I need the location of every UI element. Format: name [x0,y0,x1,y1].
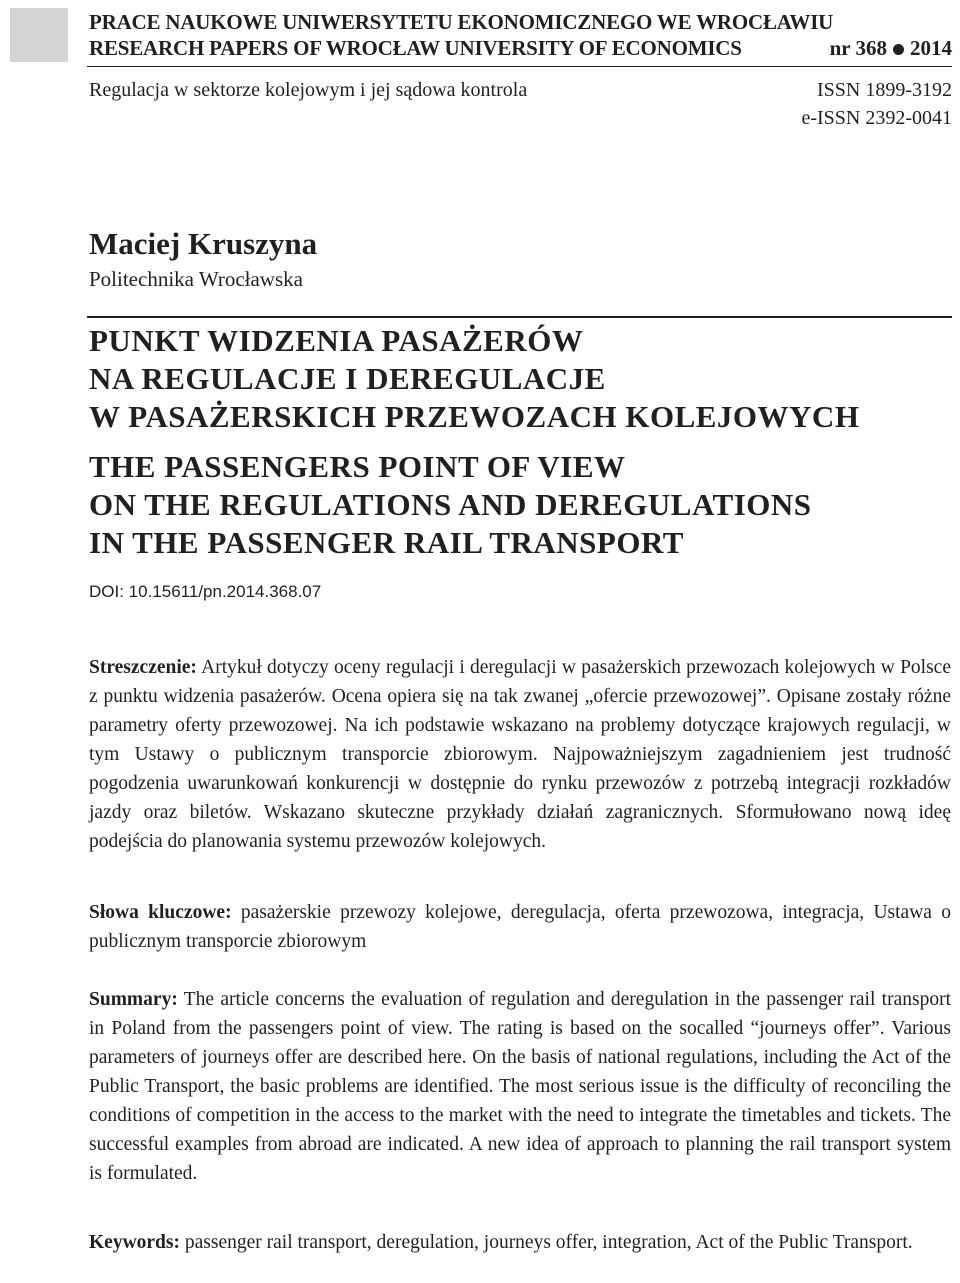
title-divider [87,316,952,318]
title-pl-line: W PASAŻERSKICH PRZEWOZACH KOLEJOWYCH [89,399,860,434]
abstract-en-label: Summary: [89,989,178,1010]
abstract-pl-text: Artykuł dotyczy oceny regulacji i deregulacji w pasażerskich przewozach kolejowych w Polsce z punktu widzenia pasażerów. Ocena opiera się na tak zwanej „ofercie przewozowej”. Opisane zostały różne parametry oferty przewozowej. Na ich podstawie wskazano na problemy dotyczące krajowych regulacji, w tym Ustawy o publicznym transporcie zbiorowym. Najpoważniejszym zagadnieniem jest trudność pogodzenia uwarunkowań konkurencji w dostępnie do rynku przewozów z potrzebą integracji rozkładów jazdy oraz biletów. Wskazano skuteczne przykłady działań zagranicznych. Sformułowano nową ideę podejścia do planowania systemu przewozów kolejowych. [89,657,951,852]
bullet-icon [893,44,904,55]
keywords-en-label: Keywords: [89,1232,180,1253]
series-title: Regulacja w sektorze kolejowym i jej sądowa kontrola [89,79,528,101]
abstract-pl [89,653,951,856]
header-gray-block [10,8,68,62]
issue-info [830,36,952,60]
issue-number: nr 368 [829,36,887,60]
title-en-line: ON THE REGULATIONS AND DEREGULATIONS [89,487,812,522]
keywords-pl-text: pasażerskie przewozy kolejowe, deregulacja, oferta przewozowa, integracja, Ustawa o publicznym transporcie zbiorowym [89,902,952,952]
abstract-en [89,985,951,1188]
journal-title-en: RESEARCH PAPERS OF WROCŁAW UNIVERSITY OF ECONOMICS [89,36,742,60]
eissn: e-ISSN 2392-0041 [801,107,952,129]
title-pl [89,322,859,436]
journal-title-pl: PRACE NAUKOWE UNIWERSYTETU EKONOMICZNEGO WE WROCŁAWIU [89,10,834,34]
title-pl-line: PUNKT WIDZENIA PASAŻERÓW [89,323,584,358]
issn: ISSN 1899-3192 [816,79,952,101]
author-affiliation: Politechnika Wrocławska [89,267,303,291]
title-en [89,448,812,562]
abstract-en-text: The article concerns the evaluation of regulation and deregulation in the passenger rail transport in Poland from the passengers point of view. The rating is based on the socalled “journeys offer”. Various parameters of journeys offer are described here. On the basis of national regulations, including the Act of the Public Transport, the basic problems are identified. The most serious issue is the difficulty of reconciling the conditions of competition in the access to the market with the need to integrate the timetables and tickets. The successful examples from abroad are indicated. A new idea of approach to planning the rail transport system is formulated. [89,989,951,1184]
doi: DOI: 10.15611/pn.2014.368.07 [89,582,322,601]
issn-block [801,78,952,130]
author-name: Maciej Kruszyna [89,226,318,261]
keywords-pl-label: Słowa kluczowe: [89,902,232,923]
abstract-pl-label: Streszczenie: [89,657,197,678]
header-divider [87,66,952,67]
issue-year: 2014 [910,36,952,60]
title-pl-line: NA REGULACJE I DEREGULACJE [89,361,606,396]
title-en-line: IN THE PASSENGER RAIL TRANSPORT [89,525,684,560]
keywords-pl [89,898,951,956]
keywords-en-text: passenger rail transport, deregulation, journeys offer, integration, Act of the Public Transport. [184,1232,913,1253]
keywords-en [89,1228,951,1257]
title-en-line: THE PASSENGERS POINT OF VIEW [89,449,626,484]
